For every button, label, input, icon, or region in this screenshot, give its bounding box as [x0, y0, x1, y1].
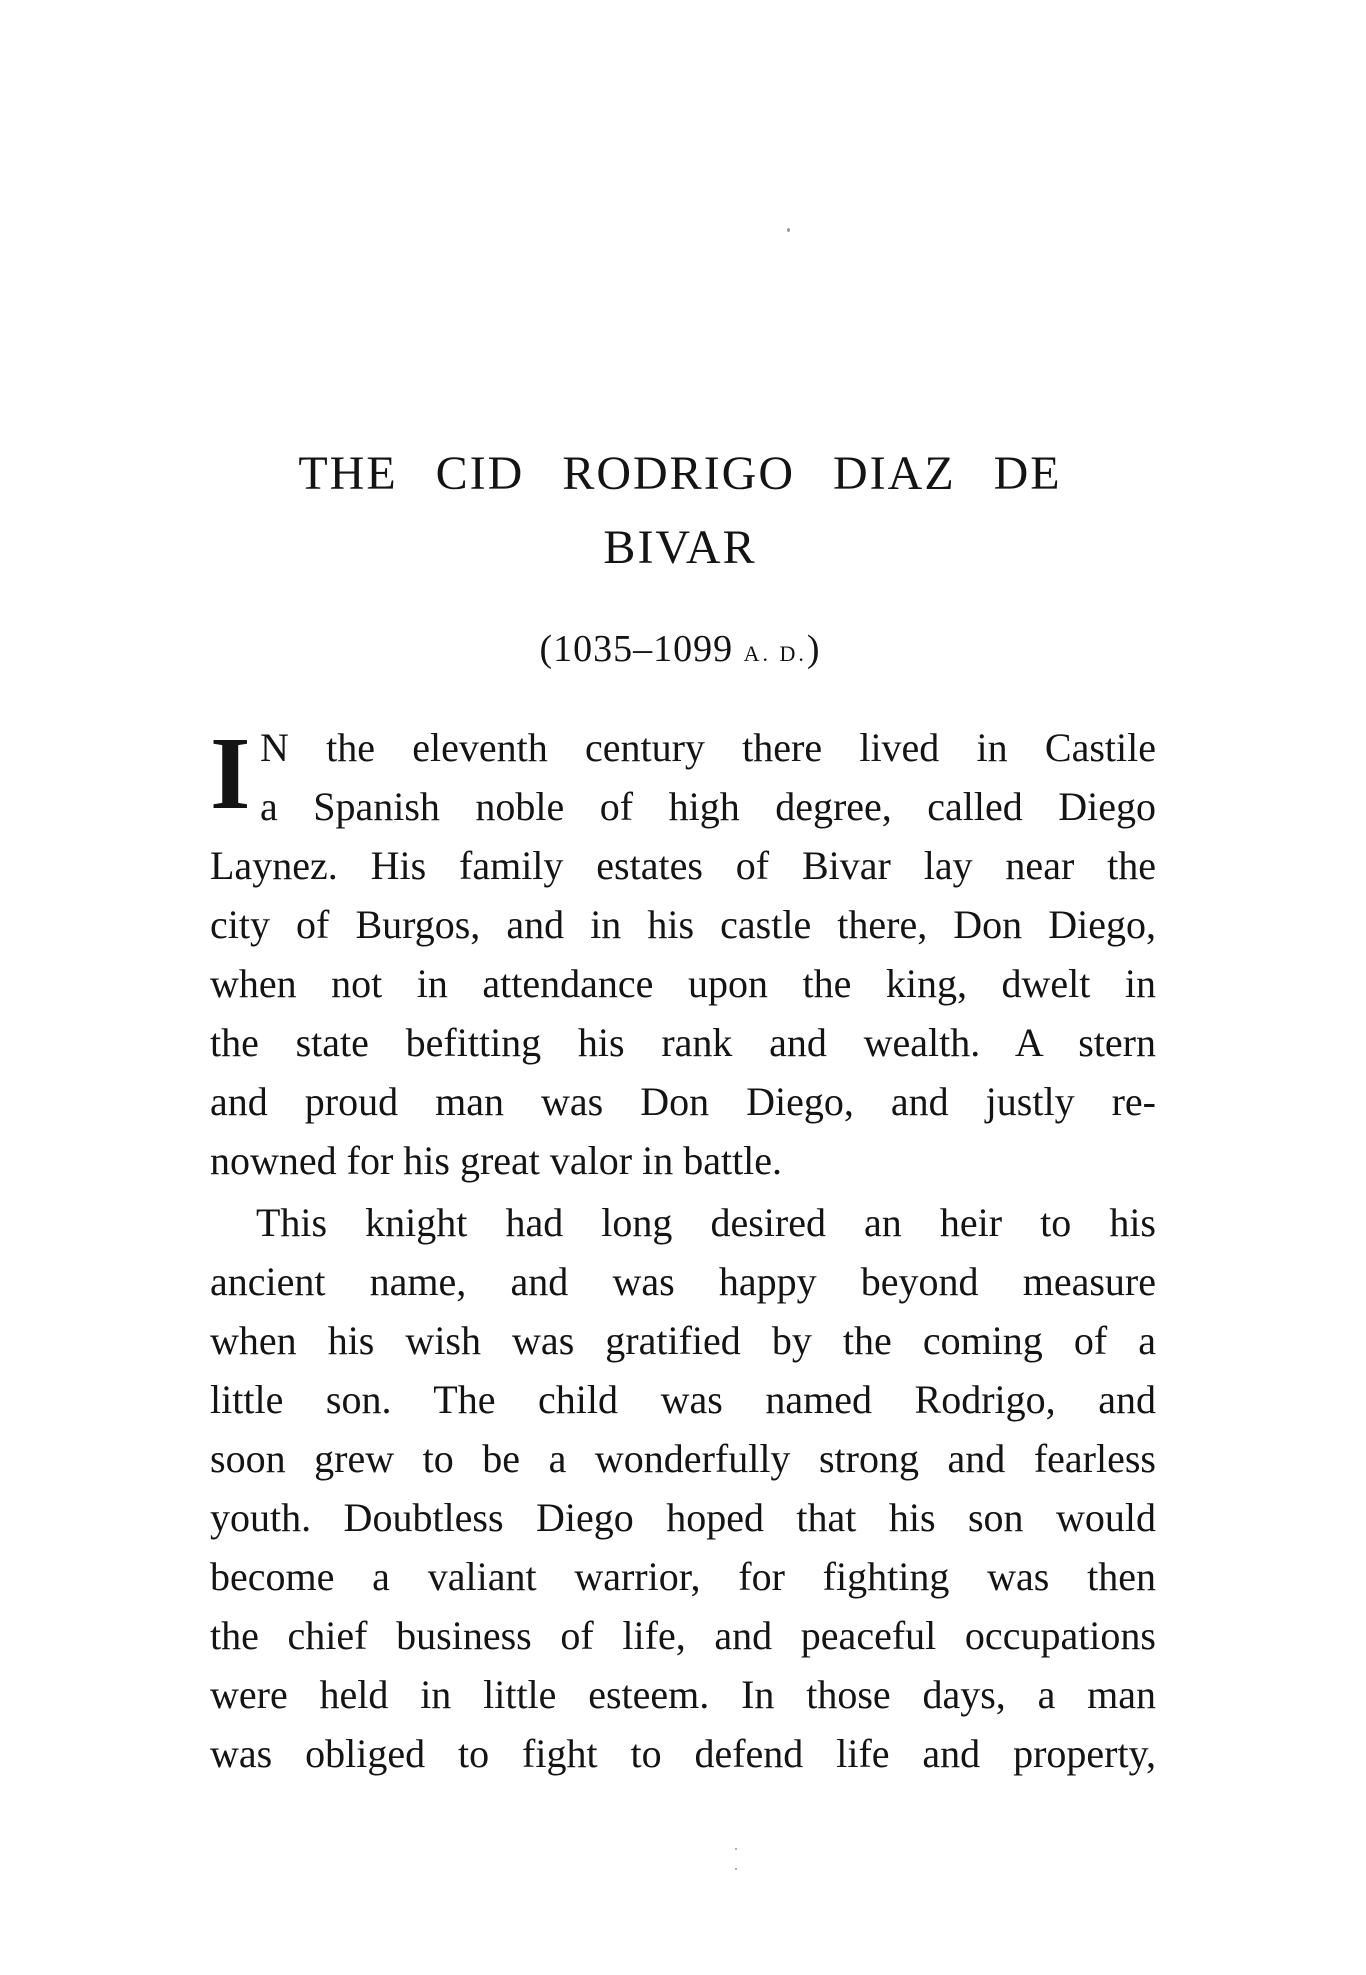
text-line: N the eleventh century there lived in Castile: [260, 725, 1156, 770]
text-line: Laynez. His family estates of Bivar lay near the: [210, 843, 1156, 888]
text-line: the chief business of life, and peaceful occupations: [210, 1613, 1156, 1658]
chapter-title-line-1: THE CID RODRIGO DIAZ DE: [298, 447, 1062, 500]
paper-speck: [787, 228, 790, 232]
drop-cap: I: [210, 716, 251, 831]
text-line: This knight had long desired an heir to his: [256, 1200, 1156, 1245]
text-line: nowned for his great valor in battle.: [210, 1138, 783, 1183]
chapter-title-line-2: BIVAR: [603, 521, 757, 574]
text-line: ancient name, and was happy beyond measure: [210, 1259, 1156, 1304]
text-line: youth. Doubtless Diego hoped that his son would: [210, 1495, 1156, 1540]
paper-speck: [735, 1848, 737, 1850]
text-line: was obliged to fight to defend life and property,: [210, 1731, 1156, 1776]
text-line: become a valiant warrior, for fighting was then: [210, 1554, 1156, 1599]
paragraph-1: [210, 718, 1156, 1190]
text-line: city of Burgos, and in his castle there, Don Diego,: [210, 902, 1156, 947]
paper-speck: [735, 1868, 737, 1870]
dates-years: (1035–1099: [539, 628, 734, 670]
dates-close: ): [806, 628, 821, 670]
text-line: a Spanish noble of high degree, called Diego: [260, 784, 1156, 829]
dates-era: A. D.: [743, 641, 807, 666]
text-line: soon grew to be a wonderfully strong and fearless: [210, 1436, 1156, 1481]
chapter-dates: [200, 624, 1160, 679]
paragraph-2: [210, 1193, 1156, 1783]
text-line: when his wish was gratified by the coming of a: [210, 1318, 1156, 1363]
text-line: were held in little esteem. In those days, a man: [210, 1672, 1156, 1717]
text-line: the state befitting his rank and wealth. A stern: [210, 1020, 1156, 1065]
text-line: when not in attendance upon the king, dwelt in: [210, 961, 1156, 1006]
text-line: little son. The child was named Rodrigo, and: [210, 1377, 1156, 1422]
text-line: and proud man was Don Diego, and justly re-: [210, 1079, 1156, 1124]
